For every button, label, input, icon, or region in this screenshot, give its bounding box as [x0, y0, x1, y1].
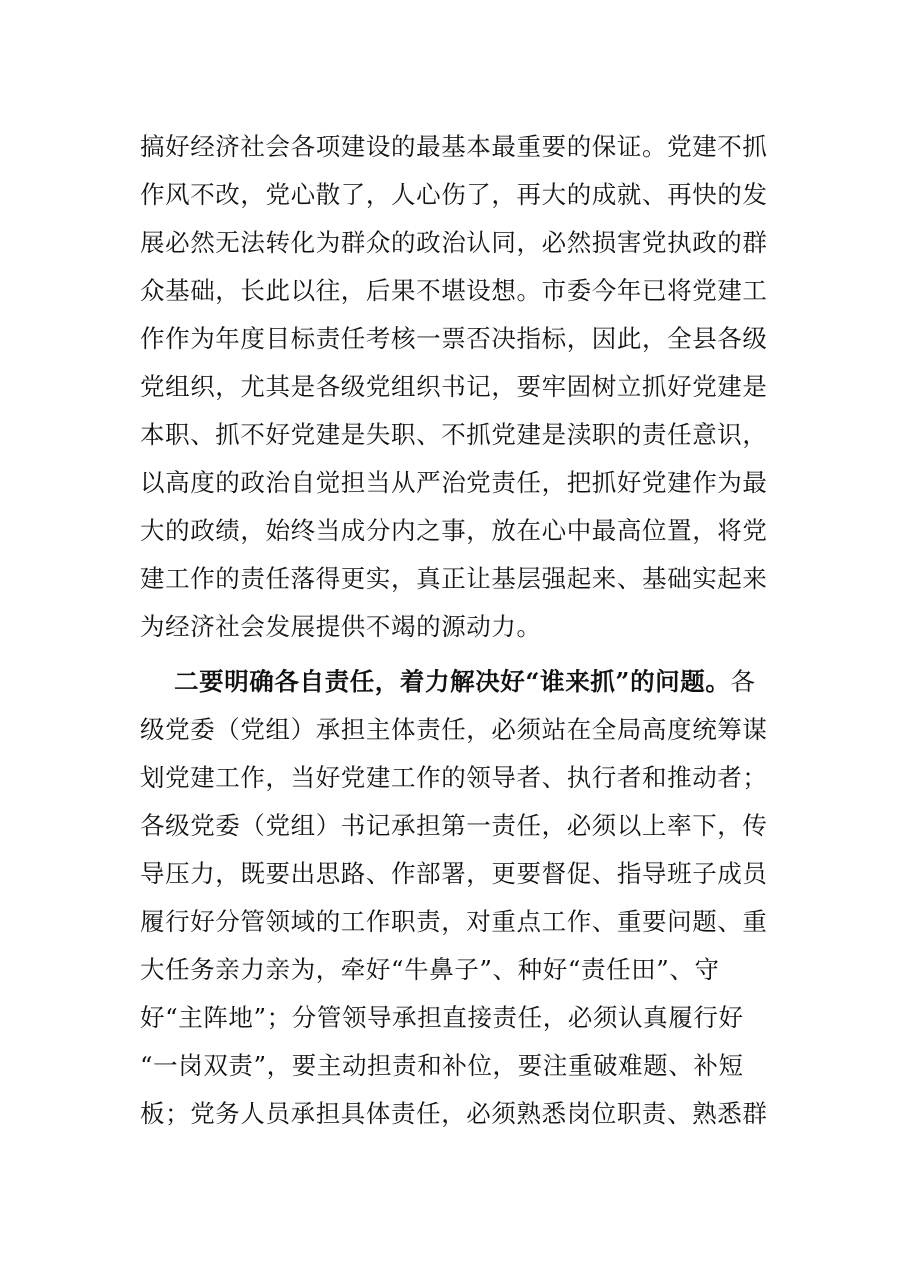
- paragraph-1-line: 本职、抓不好党建是失职、不抓党建是渎职的责任意识，: [140, 420, 768, 449]
- paragraph-2-first-line-rest: 各: [730, 667, 756, 696]
- paragraph-2-line: 好“主阵地”；分管领导承担直接责任，必须认真履行好: [140, 1003, 744, 1032]
- paragraph-1-line: 大的政绩，始终当成分内之事，放在心中最高位置，将党: [140, 516, 768, 545]
- paragraph-2: [140, 658, 780, 1138]
- paragraph-1-line: 建工作的责任落得更实，真正让基层强起来、基础实起来: [140, 564, 768, 593]
- paragraph-2-line: 大任务亲力亲为，牵好“牛鼻子”、种好“责任田”、守: [140, 955, 720, 984]
- paragraph-1-line: 搞好经济社会各项建设的最基本最重要的保证。党建不抓: [140, 132, 768, 161]
- paragraph-1-line: 作风不改，党心散了，人心伤了，再大的成就、再快的发: [140, 180, 768, 209]
- paragraph-2-line: “一岗双责”，要主动担责和补位，要注重破难题、补短: [140, 1051, 744, 1080]
- paragraph-2-line: 划党建工作，当好党建工作的领导者、执行者和推动者；: [140, 763, 768, 792]
- paragraph-2-first-line: [140, 658, 780, 706]
- section-heading: 二要明确各自责任，着力解决好“谁来抓”的问题。: [174, 667, 731, 696]
- paragraph-2-line: 级党委（党组）承担主体责任，必须站在全局高度统筹谋: [140, 715, 768, 744]
- paragraph-1-line: 为经济社会发展提供不竭的源动力。: [140, 612, 542, 641]
- paragraph-1-line: 众基础，长此以往，后果不堪设想。市委今年已将党建工: [140, 276, 768, 305]
- paragraph-1-line: 展必然无法转化为群众的政治认同，必然损害党执政的群: [140, 228, 768, 257]
- paragraph-1-line: 党组织，尤其是各级党组织书记，要牢固树立抓好党建是: [140, 372, 768, 401]
- paragraph-2-line: 导压力，既要出思路、作部署，更要督促、指导班子成员: [140, 859, 768, 888]
- paragraph-2-line: 履行好分管领域的工作职责，对重点工作、重要问题、重: [140, 907, 768, 936]
- paragraph-2-line: 板；党务人员承担具体责任，必须熟悉岗位职责、熟悉群: [140, 1099, 768, 1128]
- paragraph-2-line: 各级党委（党组）书记承担第一责任，必须以上率下，传: [140, 811, 768, 840]
- paragraph-1-line: 以高度的政治自觉担当从严治党责任，把抓好党建作为最: [140, 468, 768, 497]
- paragraph-1-line: 作作为年度目标责任考核一票否决指标，因此，全县各级: [140, 324, 768, 353]
- paragraph-1: [140, 123, 780, 651]
